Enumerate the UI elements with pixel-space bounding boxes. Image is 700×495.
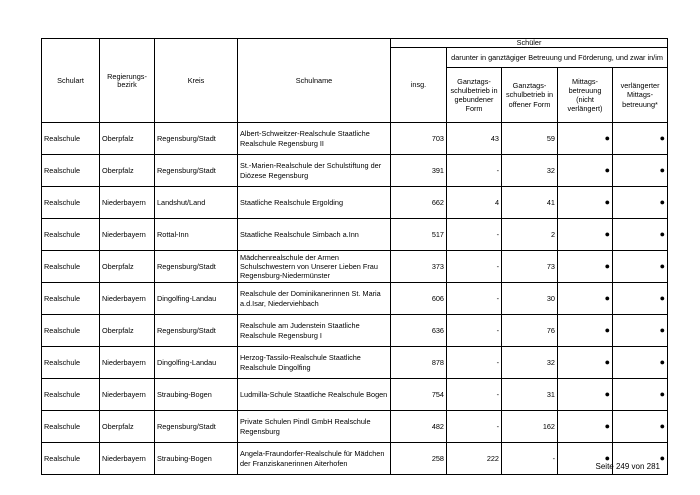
gebunden-cell: -	[447, 155, 502, 187]
offen-cell: 162	[502, 411, 558, 443]
schulname-cell: Ludmilla-Schule Staatliche Realschule Bogen	[238, 379, 391, 411]
regierungsbezirk-cell: Oberpfalz	[100, 123, 155, 155]
table-row	[42, 123, 668, 155]
regierungsbezirk-cell: Niederbayern	[100, 219, 155, 251]
gebunden-cell: 222	[447, 443, 502, 475]
regierungsbezirk-cell: Niederbayern	[100, 283, 155, 315]
gebunden-cell: -	[447, 251, 502, 283]
schulart-cell: Realschule	[42, 443, 100, 475]
regierungsbezirk-cell: Niederbayern	[100, 187, 155, 219]
mittags-cell: ●	[558, 411, 613, 443]
table-row	[42, 187, 668, 219]
offen-cell: 59	[502, 123, 558, 155]
mittags-cell: ●	[558, 155, 613, 187]
schulart-cell: Realschule	[42, 123, 100, 155]
offen-cell: 76	[502, 315, 558, 347]
insg-cell: 703	[391, 123, 447, 155]
insg-cell: 482	[391, 411, 447, 443]
table-row	[42, 219, 668, 251]
insg-cell: 373	[391, 251, 447, 283]
mittags-cell: ●	[558, 187, 613, 219]
header-gebunden: Ganztags-schulbetrieb in gebundener Form	[447, 68, 502, 123]
regierungsbezirk-cell: Niederbayern	[100, 379, 155, 411]
kreis-cell: Rottal-Inn	[155, 219, 238, 251]
schulname-cell: Private Schulen Pindl GmbH Realschule Regensburg	[238, 411, 391, 443]
insg-cell: 878	[391, 347, 447, 379]
regierungsbezirk-cell: Oberpfalz	[100, 155, 155, 187]
schulart-cell: Realschule	[42, 347, 100, 379]
insg-cell: 606	[391, 283, 447, 315]
table-row	[42, 379, 668, 411]
mittags-cell: ●	[558, 283, 613, 315]
header-schulart: Schulart	[42, 39, 100, 123]
header-regierungsbezirk: Regierungs-bezirk	[100, 39, 155, 123]
regierungsbezirk-cell: Niederbayern	[100, 443, 155, 475]
verlaengert-cell: ●	[613, 283, 668, 315]
schulname-cell: Albert-Schweitzer-Realschule Staatliche Realschule Regensburg II	[238, 123, 391, 155]
insg-cell: 636	[391, 315, 447, 347]
schulart-cell: Realschule	[42, 219, 100, 251]
verlaengert-cell: ●	[613, 251, 668, 283]
header-verlaengert: verlängerter Mittags-betreuung*	[613, 68, 668, 123]
verlaengert-cell: ●	[613, 443, 668, 475]
offen-cell: -	[502, 443, 558, 475]
header-offen: Ganztags-schulbetrieb in offener Form	[502, 68, 558, 123]
schulname-cell: Staatliche Realschule Ergolding	[238, 187, 391, 219]
kreis-cell: Regensburg/Stadt	[155, 155, 238, 187]
kreis-cell: Dingolfing-Landau	[155, 283, 238, 315]
schulname-cell: Mädchenrealschule der Armen Schulschwestern von Unserer Lieben Frau Regensburg-Niedermünster	[238, 251, 391, 283]
table-row	[42, 443, 668, 475]
kreis-cell: Straubing-Bogen	[155, 379, 238, 411]
header-mittags: Mittags-betreuung (nicht verlängert)	[558, 68, 613, 123]
kreis-cell: Regensburg/Stadt	[155, 411, 238, 443]
offen-cell: 30	[502, 283, 558, 315]
regierungsbezirk-cell: Oberpfalz	[100, 315, 155, 347]
table-row	[42, 411, 668, 443]
kreis-cell: Regensburg/Stadt	[155, 251, 238, 283]
insg-cell: 258	[391, 443, 447, 475]
schulname-cell: Herzog-Tassilo-Realschule Staatliche Realschule Dingolfing	[238, 347, 391, 379]
offen-cell: 73	[502, 251, 558, 283]
school-table	[41, 38, 668, 475]
schulname-cell: Staatliche Realschule Simbach a.Inn	[238, 219, 391, 251]
schulart-cell: Realschule	[42, 411, 100, 443]
mittags-cell: ●	[558, 347, 613, 379]
gebunden-cell: 43	[447, 123, 502, 155]
schulname-cell: Angela-Fraundorfer-Realschule für Mädchen der Franziskanerinnen Aiterhofen	[238, 443, 391, 475]
schulart-cell: Realschule	[42, 379, 100, 411]
schulart-cell: Realschule	[42, 251, 100, 283]
gebunden-cell: -	[447, 315, 502, 347]
offen-cell: 32	[502, 155, 558, 187]
verlaengert-cell: ●	[613, 347, 668, 379]
gebunden-cell: 4	[447, 187, 502, 219]
gebunden-cell: -	[447, 379, 502, 411]
mittags-cell: ●	[558, 219, 613, 251]
mittags-cell: ●	[558, 443, 613, 475]
regierungsbezirk-cell: Niederbayern	[100, 347, 155, 379]
mittags-cell: ●	[558, 251, 613, 283]
schulart-cell: Realschule	[42, 315, 100, 347]
regierungsbezirk-cell: Oberpfalz	[100, 251, 155, 283]
schulname-cell: Realschule der Dominikanerinnen St. Maria a.d.Isar, Niederviehbach	[238, 283, 391, 315]
verlaengert-cell: ●	[613, 155, 668, 187]
insg-cell: 754	[391, 379, 447, 411]
regierungsbezirk-cell: Oberpfalz	[100, 411, 155, 443]
offen-cell: 32	[502, 347, 558, 379]
verlaengert-cell: ●	[613, 123, 668, 155]
gebunden-cell: -	[447, 411, 502, 443]
header-schueler: Schüler	[391, 39, 668, 48]
kreis-cell: Regensburg/Stadt	[155, 315, 238, 347]
header-darunter: darunter in ganztägiger Betreuung und Förderung, und zwar in/im	[447, 48, 668, 68]
kreis-cell: Landshut/Land	[155, 187, 238, 219]
schulart-cell: Realschule	[42, 283, 100, 315]
mittags-cell: ●	[558, 123, 613, 155]
mittags-cell: ●	[558, 379, 613, 411]
schulart-cell: Realschule	[42, 155, 100, 187]
header-kreis: Kreis	[155, 39, 238, 123]
insg-cell: 662	[391, 187, 447, 219]
insg-cell: 517	[391, 219, 447, 251]
table-row	[42, 251, 668, 283]
verlaengert-cell: ●	[613, 187, 668, 219]
verlaengert-cell: ●	[613, 379, 668, 411]
gebunden-cell: -	[447, 347, 502, 379]
table-row	[42, 155, 668, 187]
table-row	[42, 315, 668, 347]
kreis-cell: Regensburg/Stadt	[155, 123, 238, 155]
schulname-cell: Realschule am Judenstein Staatliche Realschule Regensburg I	[238, 315, 391, 347]
kreis-cell: Straubing-Bogen	[155, 443, 238, 475]
table-body	[42, 123, 668, 475]
insg-cell: 391	[391, 155, 447, 187]
gebunden-cell: -	[447, 219, 502, 251]
header-schulname: Schulname	[238, 39, 391, 123]
schulname-cell: St.-Marien-Realschule der Schulstiftung der Diözese Regensburg	[238, 155, 391, 187]
verlaengert-cell: ●	[613, 315, 668, 347]
offen-cell: 31	[502, 379, 558, 411]
table-row	[42, 347, 668, 379]
schulart-cell: Realschule	[42, 187, 100, 219]
verlaengert-cell: ●	[613, 219, 668, 251]
verlaengert-cell: ●	[613, 411, 668, 443]
gebunden-cell: -	[447, 283, 502, 315]
kreis-cell: Dingolfing-Landau	[155, 347, 238, 379]
offen-cell: 2	[502, 219, 558, 251]
mittags-cell: ●	[558, 315, 613, 347]
header-insg: insg.	[391, 48, 447, 123]
page-number: Seite 249 von 281	[595, 462, 660, 471]
offen-cell: 41	[502, 187, 558, 219]
table-row	[42, 283, 668, 315]
